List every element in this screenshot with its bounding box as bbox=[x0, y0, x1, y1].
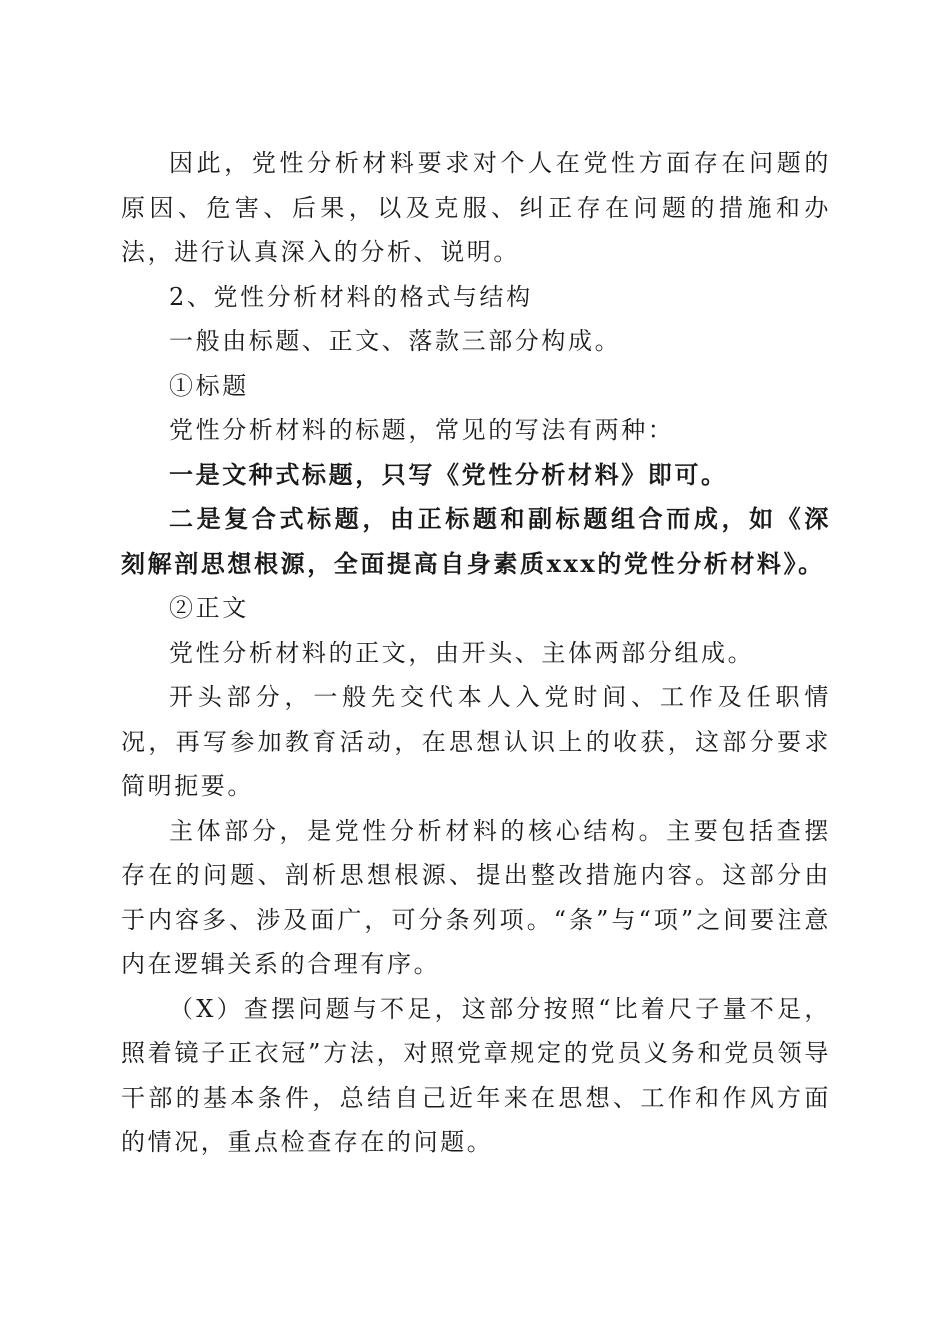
paragraph-check-problems: （X）查摆问题与不足，这部分按照“比着尺子量不足，照着镜子正衣冠”方法，对照党章规定的党员义务和党员领导干部的基本条件，总结自己近年来在思想、工作和作风方面的情况，重点检查存在的问题。 bbox=[121, 994, 831, 1156]
paragraph-title-two-ways: 党性分析材料的标题，常见的写法有两种： bbox=[169, 416, 675, 444]
section-heading-format-structure: 2、党性分析材料的格式与结构 bbox=[169, 282, 533, 311]
paragraph-three-parts: 一般由标题、正文、落款三部分构成。 bbox=[169, 327, 622, 355]
subheading-body: ②正文 bbox=[169, 594, 249, 622]
paragraph-body-composition: 党性分析材料的正文，由开头、主体两部分组成。 bbox=[169, 638, 755, 667]
paragraph-reasons-analysis: 因此，党性分析材料要求对个人在党性方面存在问题的原因、危害、后果，以及克服、纠正存在问题的措施和办法，进行认真深入的分析、说明。 bbox=[121, 149, 831, 266]
paragraph-genre-title: 一是文种式标题，只写《党性分析材料》即可。 bbox=[169, 459, 728, 489]
document-body bbox=[121, 141, 831, 1165]
paragraph-compound-title: 二是复合式标题，由正标题和副标题组合而成，如《深刻解剖思想根源，全面提高自身素质xxx的党性分析材料》。 bbox=[121, 504, 831, 578]
paragraph-main-part: 主体部分，是党性分析材料的核心结构。主要包括查摆存在的问题、剖析思想根源、提出整改措施内容。这部分由于内容多、涉及面广，可分条列项。“条”与“项”之间要注意内在逻辑关系的合理有序。 bbox=[121, 816, 831, 978]
subheading-title: ①标题 bbox=[169, 371, 249, 400]
paragraph-opening-part: 开头部分，一般先交代本人入党时间、工作及任职情况，再写参加教育活动，在思想认识上的收获，这部分要求简明扼要。 bbox=[121, 683, 831, 800]
